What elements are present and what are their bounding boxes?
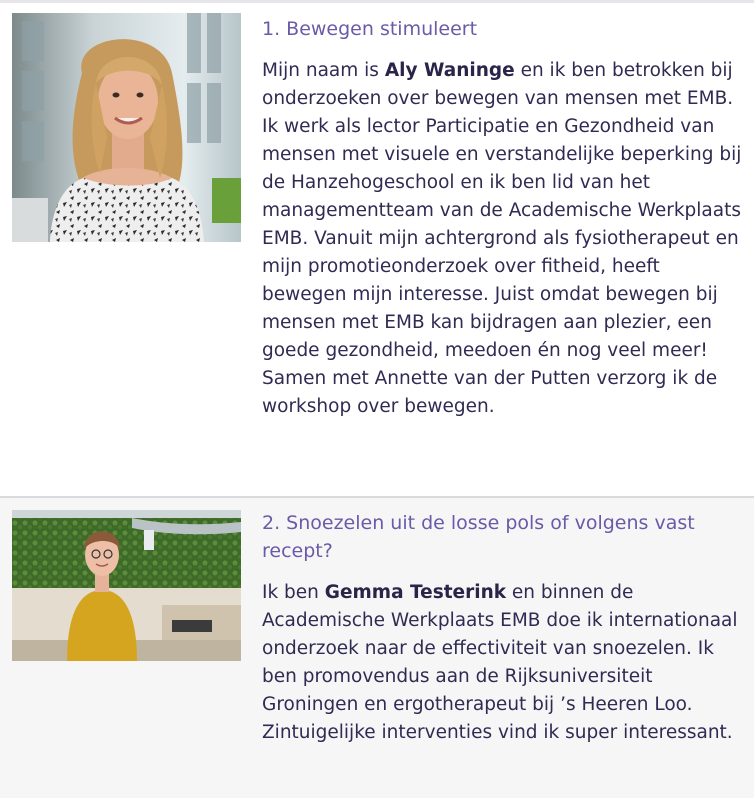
paragraph-intro: Mijn naam is [262, 60, 385, 81]
portrait-photo-gemma [12, 510, 241, 661]
section-paragraph [262, 579, 746, 747]
speaker-name: Gemma Testerink [324, 582, 507, 603]
section-heading: 2. Snoezelen uit de losse pols of volgens vast recept? [262, 512, 695, 562]
speaker-card-aly [0, 3, 754, 496]
section-paragraph [262, 57, 746, 421]
section-heading: 1. Bewegen stimuleert [262, 18, 478, 40]
speaker-name: Aly Waninge [384, 60, 515, 81]
speaker-card-gemma [0, 496, 754, 798]
portrait-gemma-image [12, 510, 241, 661]
paragraph-body: en ik ben betrokken bij onderzoeken over bewegen van mensen met EMB. Ik werk als lector Participatie en Gezondheid van mensen met visuele en verstandelijke beperking bij de Hanzehogeschool en ik ben lid van het managementteam van de Academische Werkplaats EMB. Vanuit mijn achtergrond als fysiotherapeut en mijn promotieonderzoek over fitheid, heeft bewegen mijn interesse. Juist omdat bewegen bij mensen met EMB kan bijdragen aan plezier, een goede gezondheid, meedoen én nog veel meer! Samen met Annette van der Putten verzorg ik de workshop over bewegen. [262, 60, 742, 417]
photo-column [0, 3, 262, 496]
text-column [262, 498, 754, 798]
portrait-photo-aly [12, 13, 241, 242]
paragraph-body: en binnen de Academische Werkplaats EMB doe ik internationaal onderzoek naar de effectiviteit van snoezelen. Ik ben promovendus aan de Rijksuniversiteit Groningen en ergotherapeut bij ’s Heeren Loo. Zintuigelijke interventies vind ik super interessant. [262, 582, 738, 743]
portrait-aly-image [12, 13, 241, 242]
photo-column [0, 498, 262, 798]
paragraph-intro: Ik ben [262, 582, 325, 603]
text-column [262, 3, 754, 496]
